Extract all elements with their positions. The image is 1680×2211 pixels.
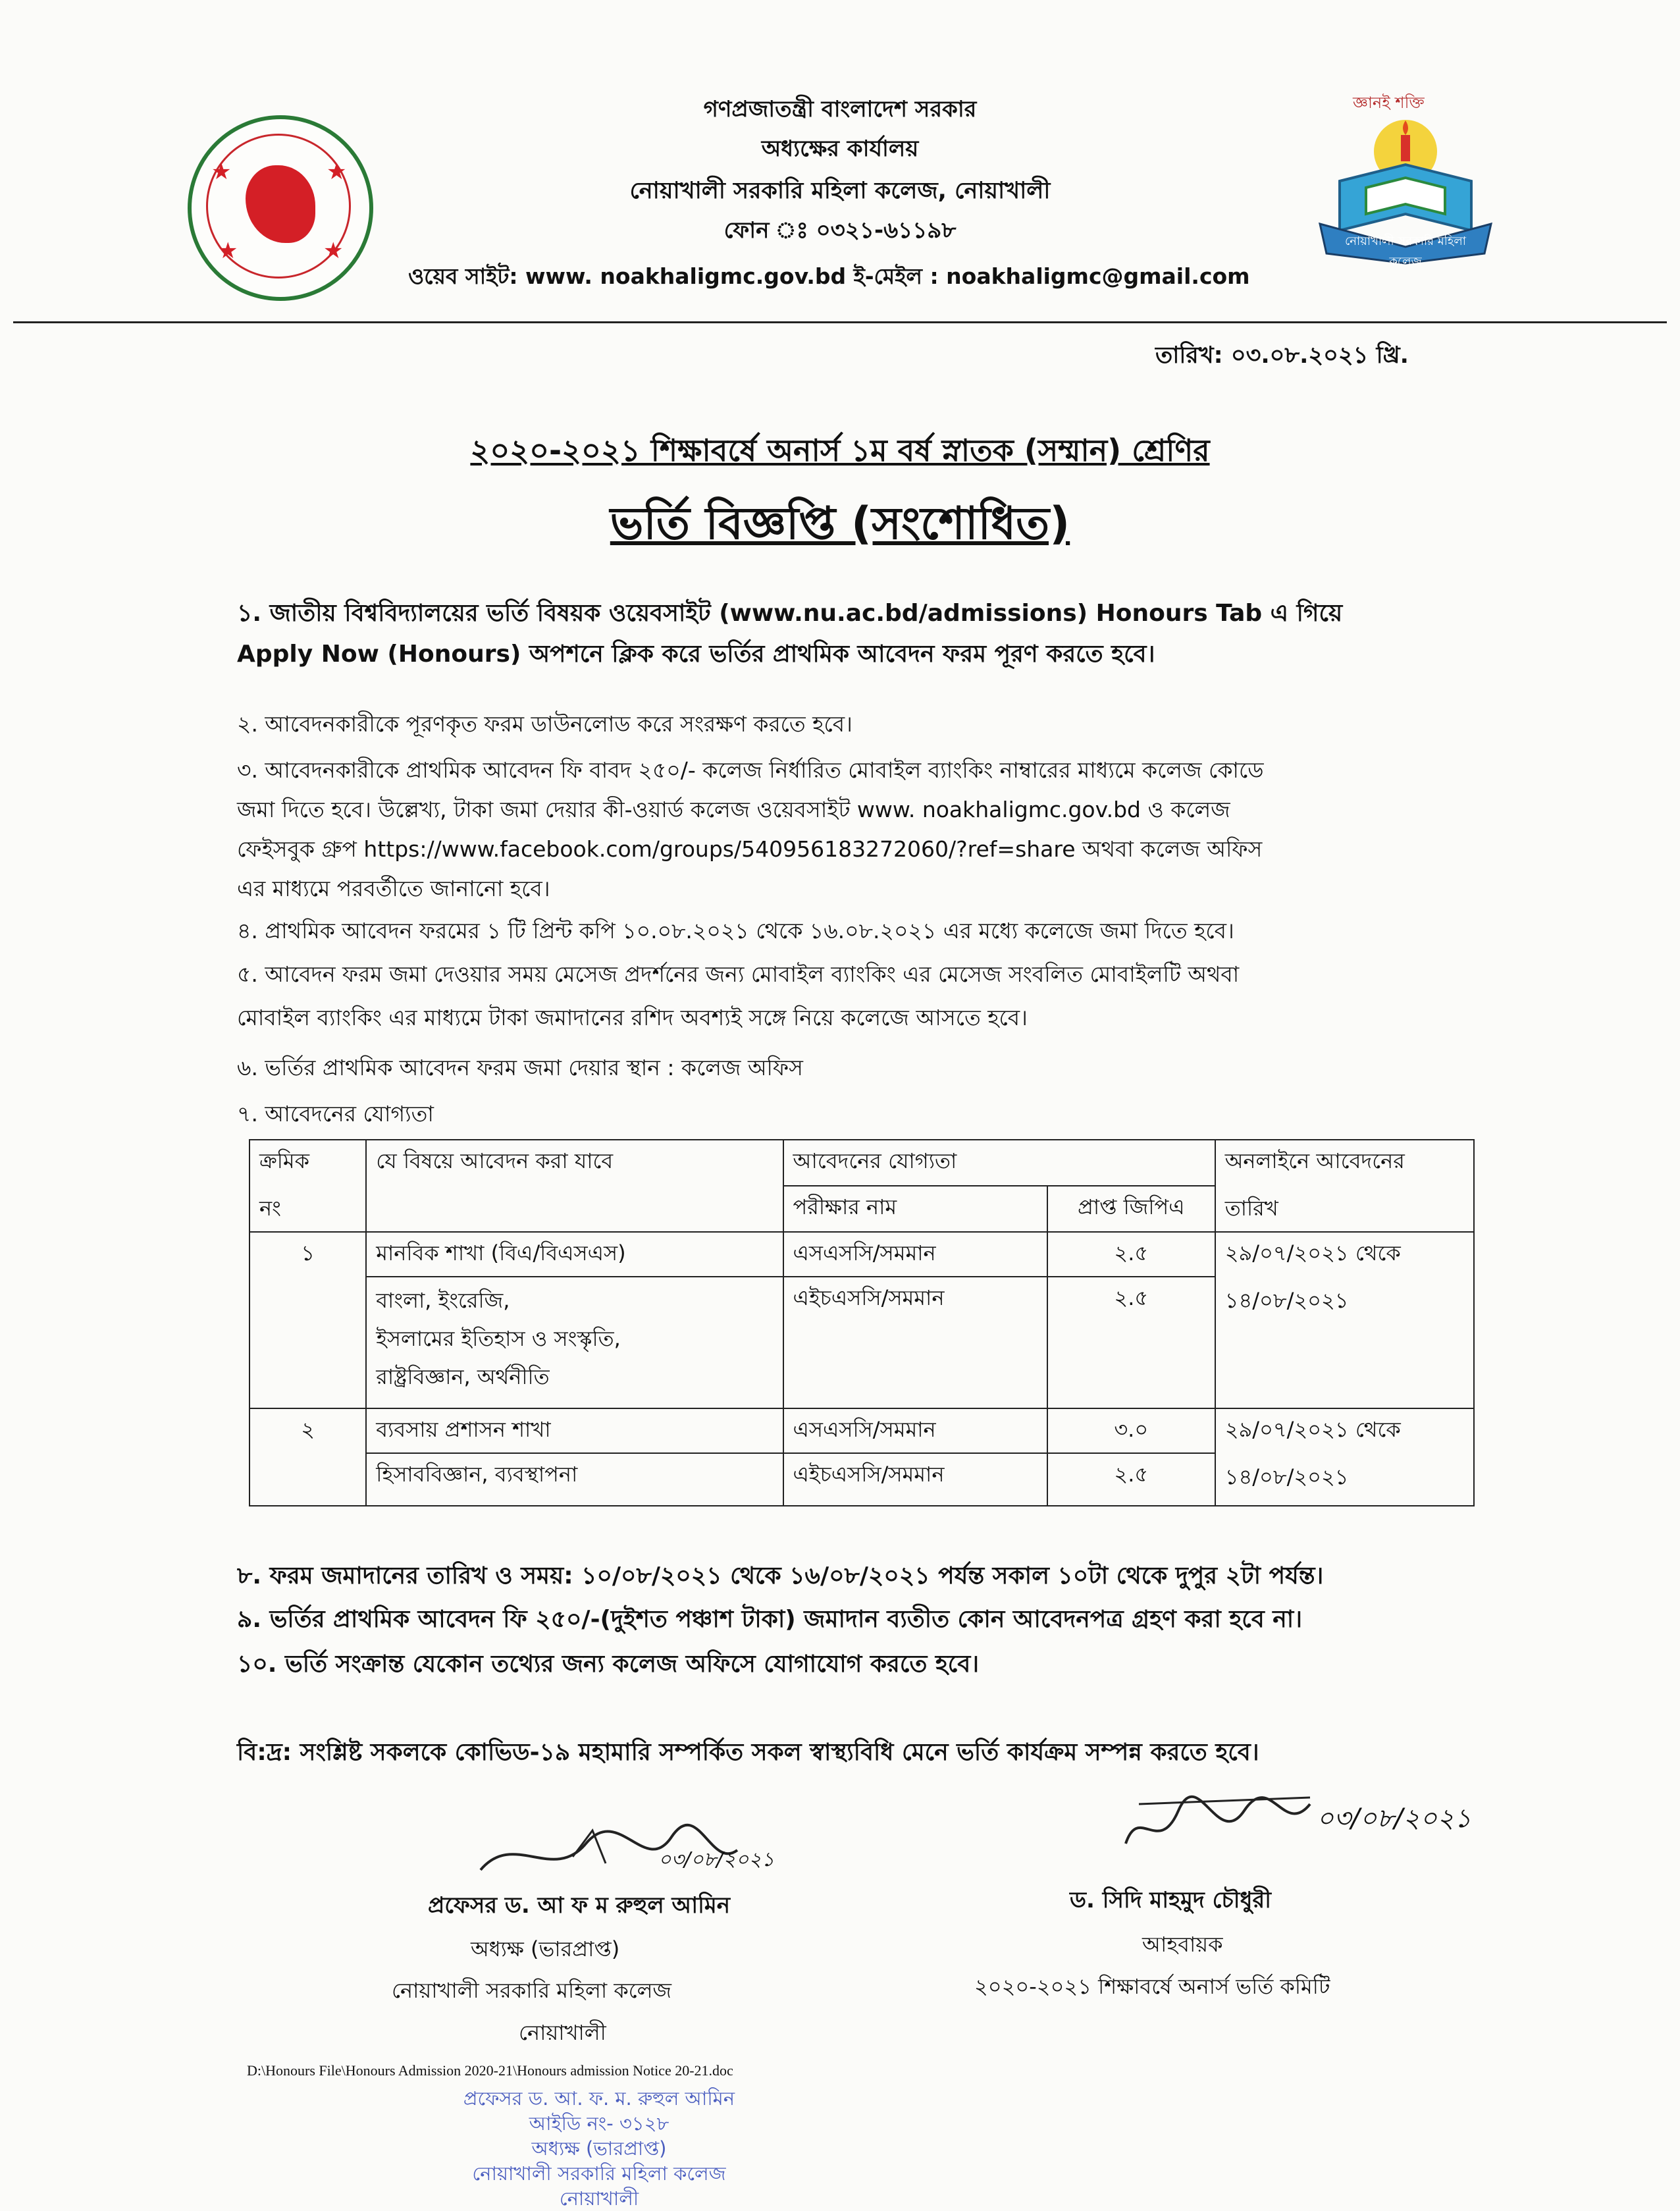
stamp-line-3: অধ্যক্ষ (ভারপ্রাপ্ত) xyxy=(531,2137,667,2160)
table-row xyxy=(249,1408,1474,1453)
row-1-serial: ১ xyxy=(249,1232,366,1408)
row-2-date-line-2: ১৪/০৮/২০২১ xyxy=(1224,1464,1349,1489)
item-7: ৭. আবেদনের যোগ্যতা xyxy=(237,1101,434,1127)
covid-note: বি:দ্র: সংশ্লিষ্ট সকলকে কোভিড-১৯ মহামারি সম্পর্কিত সকল স্বাস্থ্যবিধি মেনে ভর্তি কার্যক্রম সম্পন্ন করতে হবে। xyxy=(237,1739,1259,1766)
table-row xyxy=(249,1232,1474,1277)
phone-line: ফোন ঃ ০৩২১-৬১১৯৮ xyxy=(723,217,957,244)
notice-title: ভর্তি বিজ্ঞপ্তি (সংশোধিত) xyxy=(610,498,1070,550)
left-signatory-org: নোয়াখালী সরকারি মহিলা কলেজ xyxy=(392,1978,672,2003)
govt-name: গণপ্রজাতন্ত্রী বাংলাদেশ সরকার xyxy=(703,96,977,122)
right-signatory-title: আহবায়ক xyxy=(1142,1932,1223,1957)
web-email-line: ওয়েব সাইট: www. noakhaligmc.gov.bd ই-মেইল : noakhaligmc@gmail.com xyxy=(408,263,1250,289)
header-divider xyxy=(13,321,1667,323)
stamp-line-1: প্রফেসর ড. আ. ফ. ম. রুহুল আমিন xyxy=(463,2087,735,2110)
stamp-line-2: আইডি নং- ৩১২৮ xyxy=(529,2112,669,2135)
header-gpa: প্রাপ্ত জিপিএ xyxy=(1047,1186,1215,1232)
stamp-line-5: নোয়াখালী xyxy=(559,2187,639,2210)
item-3-line-3: ফেইসবুক গ্রুপ https://www.facebook.com/groups/540956183272060/?ref=share অথবা কলেজ অফিস xyxy=(237,836,1263,862)
official-stamp xyxy=(369,2086,829,2211)
item-3-line-2: জমা দিতে হবে। উল্লেখ্য, টাকা জমা দেয়ার কী-ওয়ার্ড কলেজ ওয়েবসাইট www. noakhaligmc.gov.bd ও কলেজ xyxy=(237,797,1230,822)
row-1-date-line-2: ১৪/০৮/২০২১ xyxy=(1224,1288,1349,1313)
header-online-line-2: তারিখ xyxy=(1224,1196,1278,1221)
row-1-subject-b-line-3: রাষ্ট্রবিজ্ঞান, অর্থনীতি xyxy=(376,1364,550,1389)
notice-subtitle: ২০২০-২০২১ শিক্ষাবর্ষে অনার্স ১ম বর্ষ স্নাতক (সম্মান) শ্রেণির xyxy=(470,433,1210,468)
row-1-exam-a: এসএসসি/সমমান xyxy=(783,1232,1047,1277)
right-signature xyxy=(1113,1784,1350,1866)
row-1-gpa-a: ২.৫ xyxy=(1047,1232,1215,1277)
header-eligibility: আবেদনের যোগ্যতা xyxy=(783,1140,1215,1186)
header-online-date xyxy=(1215,1140,1474,1232)
stamp-line-4: নোয়াখালী সরকারি মহিলা কলেজ xyxy=(472,2162,726,2185)
logo-motto: জ্ঞানই শক্তি xyxy=(1353,93,1425,112)
row-1-date-line-1: ২৯/০৭/২০২১ থেকে xyxy=(1224,1240,1401,1265)
row-2-exam-a: এসএসসি/সমমান xyxy=(783,1408,1047,1453)
header-serial-line-2: নং xyxy=(259,1196,281,1221)
star-icon: ★ xyxy=(323,238,344,264)
header-online-line-1: অনলাইনে আবেদনের xyxy=(1224,1148,1405,1173)
row-1-subject-a: মানবিক শাখা (বিএ/বিএসএস) xyxy=(366,1232,783,1277)
college-name: নোয়াখালী সরকারি মহিলা কলেজ, নোয়াখালী xyxy=(629,178,1051,204)
row-2-gpa-b: ২.৫ xyxy=(1047,1453,1215,1506)
row-2-gpa-a: ৩.০ xyxy=(1047,1408,1215,1453)
item-5-line-1: ৫. আবেদন ফরম জমা দেওয়ার সময় মেসেজ প্রদর্শনের জন্য মোবাইল ব্যাংকিং এর মেসেজ সংবলিত মোবাইলটি অথবা xyxy=(237,961,1240,987)
row-1-subject-b xyxy=(366,1277,783,1408)
file-path: D:\Honours File\Honours Admission 2020-21\Honours admission Notice 20-21.doc xyxy=(247,2062,733,2079)
right-committee: ২০২০-২০২১ শিক্ষাবর্ষে অনার্স ভর্তি কমিটি xyxy=(974,1974,1330,1999)
left-signatory-place: নোয়াখালী xyxy=(519,2020,606,2045)
item-4: ৪. প্রাথমিক আবেদন ফরমের ১ টি প্রিন্ট কপি ১০.০৮.২০২১ থেকে ১৬.০৮.২০২১ এর মধ্যে কলেজে জমা দিতে হবে। xyxy=(237,918,1234,944)
right-signatory-name: ড. সিদি মাহমুদ চৌধুরী xyxy=(1070,1887,1271,1913)
item-6: ৬. ভর্তির প্রাথমিক আবেদন ফরম জমা দেয়ার স্থান : কলেজ অফিস xyxy=(237,1055,803,1080)
notice-date: তারিখ: ০৩.০৮.২০২১ খ্রি. xyxy=(1155,342,1409,369)
left-signatory-title: অধ্যক্ষ (ভারপ্রাপ্ত) xyxy=(471,1936,620,1961)
item-3-line-1: ৩. আবেদনকারীকে প্রাথমিক আবেদন ফি বাবদ ২৫০/- কলেজ নির্ধারিত মোবাইল ব্যাংকিং নাম্বারের মাধ্যমে কলেজ কোডে xyxy=(237,757,1264,783)
header-subject: যে বিষয়ে আবেদন করা যাবে xyxy=(366,1140,783,1232)
eligibility-table xyxy=(249,1139,1475,1506)
star-icon: ★ xyxy=(218,238,238,264)
item-9: ৯. ভর্তির প্রাথমিক আবেদন ফি ২৫০/-(দুইশত পঞ্চাশ টাকা) জমাদান ব্যতীত কোন আবেদনপত্র গ্রহণ করা হবে না। xyxy=(237,1606,1303,1633)
star-icon: ★ xyxy=(211,159,232,185)
item-2: ২. আবেদনকারীকে পূরণকৃত ফরম ডাউনলোড করে সংরক্ষণ করতে হবে। xyxy=(237,711,853,737)
row-2-serial: ২ xyxy=(249,1408,366,1506)
row-2-date-line-1: ২৯/০৭/২০২১ থেকে xyxy=(1224,1417,1401,1442)
row-1-subject-b-line-2: ইসলামের ইতিহাস ও সংস্কৃতি, xyxy=(376,1326,621,1351)
row-1-gpa-b: ২.৫ xyxy=(1047,1277,1215,1408)
star-icon: ★ xyxy=(327,159,347,185)
row-1-subject-b-line-1: বাংলা, ইংরেজি, xyxy=(376,1288,510,1313)
item-1-line-1: ১. জাতীয় বিশ্ববিদ্যালয়ের ভর্তি বিষয়ক ওয়েবসাইট (www.nu.ac.bd/admissions) Honours Tab এ গিয়ে xyxy=(237,600,1343,627)
right-signature-date: ০৩/০৮/২০২১ xyxy=(1317,1803,1471,1834)
item-3-line-4: এর মাধ্যমে পরবর্তীতে জানানো হবে। xyxy=(237,876,550,901)
item-5-line-2: মোবাইল ব্যাংকিং এর মাধ্যমে টাকা জমাদানের রশিদ অবশ্যই সঙ্গে নিয়ে কলেজে আসতে হবে। xyxy=(237,1005,1028,1030)
left-signatory-name: প্রফেসর ড. আ ফ ম রুহুল আমিন xyxy=(428,1892,731,1919)
row-1-exam-b: এইচএসসি/সমমান xyxy=(783,1277,1047,1408)
row-1-date xyxy=(1215,1232,1474,1408)
item-10: ১০. ভর্তি সংক্রান্ত যেকোন তথ্যের জন্য কলেজ অফিসে যোগাযোগ করতে হবে। xyxy=(237,1651,980,1678)
header-serial xyxy=(249,1140,366,1232)
row-2-subject-b: হিসাববিজ্ঞান, ব্যবস্থাপনা xyxy=(366,1453,783,1506)
table-header-row xyxy=(249,1140,1474,1186)
item-8: ৮. ফরম জমাদানের তারিখ ও সময়: ১০/০৮/২০২১ থেকে ১৬/০৮/২০২১ পর্যন্ত সকাল ১০টা থেকে দুপুর ২টা পর্যন্ত। xyxy=(237,1562,1324,1589)
left-signature-date: ০৩/০৮/২০২১ xyxy=(658,1848,775,1871)
logo-banner-text: নোয়াখালী সরকারি মহিলা কলেজ xyxy=(1344,234,1467,269)
header-serial-line-1: ক্রমিক xyxy=(259,1148,310,1173)
office-name: অধ্যক্ষের কার্যালয় xyxy=(761,136,919,162)
row-2-subject-a: ব্যবসায় প্রশাসন শাখা xyxy=(366,1408,783,1453)
row-2-exam-b: এইচএসসি/সমমান xyxy=(783,1453,1047,1506)
header-exam: পরীক্ষার নাম xyxy=(783,1186,1047,1232)
row-2-date xyxy=(1215,1408,1474,1506)
item-1-line-2: Apply Now (Honours) অপশনে ক্লিক করে ভর্তির প্রাথমিক আবেদন ফরম পূরণ করতে হবে। xyxy=(237,641,1155,668)
